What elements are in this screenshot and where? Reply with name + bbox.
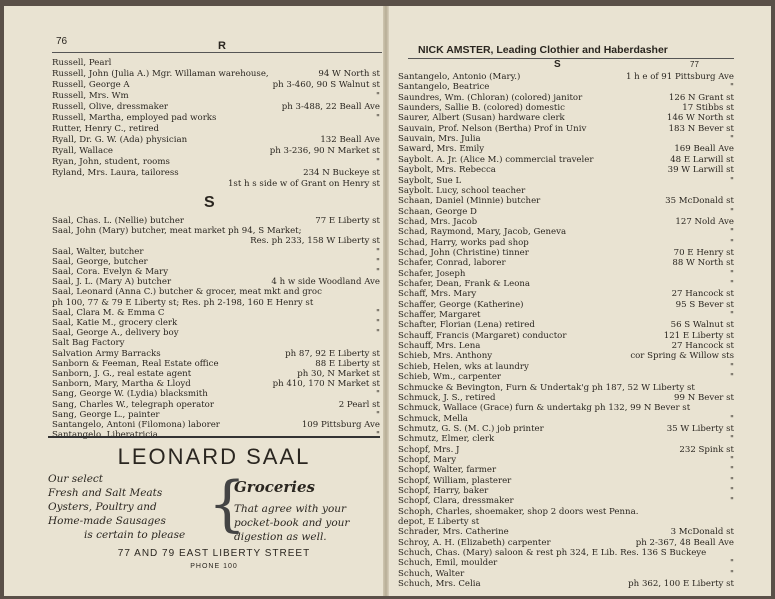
- entry-name: Schoph, Charles, shoemaker, shop 2 doors west Penna.: [398, 506, 639, 517]
- left-page-number: 76: [56, 36, 68, 47]
- entry-name: Sanborn, J. G., real estate agent: [52, 369, 192, 379]
- entry-address: 126 N Grant st: [668, 92, 734, 103]
- ad-left-line: Oysters, Poultry and: [48, 501, 157, 513]
- entry-name: Sang, George L., painter: [52, 409, 160, 420]
- entry-address: ": [376, 389, 380, 400]
- entry-address: ": [730, 434, 734, 445]
- entry-address: ": [730, 237, 734, 248]
- entry-address: 121 E Liberty st: [663, 330, 734, 341]
- entry-address: 35 McDonald st: [665, 196, 734, 207]
- ad-right-heading: Groceries: [234, 478, 315, 496]
- entry-name: Ryall, Wallace: [52, 146, 113, 156]
- entry-name: ph 100, 77 & 79 E Liberty st; Res. ph 2-198, 160 E Henry st: [52, 297, 314, 308]
- entry-address: 2 Pearl st: [338, 399, 380, 410]
- entry-address: 88 W North st: [672, 258, 734, 269]
- entry-address: 94 W North st: [318, 69, 380, 79]
- ad-left-text: [48, 472, 208, 542]
- entry-name: Schauff, Mrs. Lena: [398, 341, 481, 352]
- entry-name: Schopf, Mary: [398, 454, 457, 465]
- entry-name: Sang, George W. (Lydia) blacksmith: [52, 389, 208, 400]
- entry-address: ": [730, 134, 734, 145]
- entry-address: 95 S Bever st: [675, 299, 734, 310]
- ad-top-rule: [48, 436, 380, 438]
- entry-name: Salt Bag Factory: [52, 338, 125, 349]
- entry-name: Saundres, Wm. (Chloran) (colored) janitor: [398, 92, 583, 103]
- entry-address: ": [730, 82, 734, 93]
- entry-address: 1 h e of 91 Pittsburg Ave: [625, 72, 734, 82]
- header-rule: [408, 58, 734, 59]
- entry-name: Saal, John (Mary) butcher, meat market ph 94, S Market;: [52, 226, 302, 237]
- ad-right-line: That agree with your: [234, 503, 347, 515]
- book-gutter: [383, 6, 389, 596]
- right-page-letter: S: [554, 59, 561, 70]
- entry-address: ": [730, 465, 734, 476]
- entry-name: Santangelo, Liberatricia: [52, 430, 158, 441]
- entry-name: Schopf, Harry, baker: [398, 486, 489, 496]
- entry-name: Ryall, Dr. G. W. (Ada) physician: [52, 135, 188, 145]
- entry-name: Saunders, Sallie B. (colored) domestic: [398, 103, 565, 114]
- entry-name: Schmuck, Mella: [398, 413, 468, 424]
- entry-name: Saurer, Albert (Susan) hardware clerk: [398, 113, 565, 124]
- entry-name: Schuch, Mrs. Celia: [398, 579, 481, 590]
- entry-name: Schieb, Mrs. Anthony: [398, 351, 493, 362]
- entry-address: 183 N Bever st: [668, 123, 734, 134]
- entry-address: 88 E Liberty st: [315, 358, 380, 369]
- ad-brace: {: [208, 469, 247, 539]
- entry-name: Schafer, Dean, Frank & Leona: [398, 279, 531, 289]
- entry-name: Schauff, Francis (Margaret) conductor: [398, 330, 567, 341]
- entry-address: ph 3-460, 90 S Walnut st: [272, 80, 380, 90]
- left-page-letter: R: [218, 40, 226, 52]
- entry-name: Schieb, Wm., carpenter: [398, 372, 502, 383]
- ad-phone: PHONE 100: [190, 563, 238, 570]
- entry-name: Sanborn, Mary, Martha & Lloyd: [52, 379, 191, 390]
- entry-address: ": [376, 318, 380, 328]
- ad-right-line: digestion as well.: [234, 531, 327, 543]
- entry-address: ph 3-236, 90 N Market st: [269, 146, 380, 156]
- ad-title: LEONARD SAAL: [117, 444, 311, 469]
- entry-name: Saal, Walter, butcher: [52, 246, 144, 257]
- entry-name: Saybolt, Sue L: [398, 175, 462, 186]
- ad-right-text: [234, 502, 380, 544]
- entry-address: 27 Hancock st: [671, 289, 734, 300]
- entry-name: Saal, George A., delivery boy: [52, 328, 179, 339]
- entry-address: ": [376, 307, 380, 318]
- entry-name: Schaan, George D: [398, 206, 477, 217]
- entry-name: Schmutz, G. S. (M. C.) job printer: [398, 423, 544, 434]
- header-rule: [52, 52, 382, 53]
- entry-address: ": [730, 268, 734, 279]
- right-page: [392, 6, 764, 596]
- entry-name: Rutter, Henry C., retired: [52, 124, 159, 134]
- entry-address: 4 h w side Woodland Ave: [271, 277, 380, 288]
- entry-address: ": [376, 113, 380, 123]
- entry-name: Saal, Cora. Evelyn & Mary: [52, 267, 169, 277]
- right-page-number: 77: [690, 60, 699, 69]
- entry-address: ": [730, 486, 734, 496]
- entry-name: Sauvain, Mrs. Julia: [398, 134, 481, 145]
- section-letter-s: S: [204, 194, 215, 211]
- entry-address: 35 W Liberty st: [666, 423, 734, 434]
- entry-address: ph 410, 170 N Market st: [272, 379, 380, 390]
- ad-right-line: pocket-book and your: [234, 517, 350, 529]
- entry-name: Russell, Mrs. Wm: [52, 91, 129, 101]
- entry-address: cor Spring & Willow sts: [630, 351, 734, 362]
- entry-address: ": [376, 430, 380, 441]
- ad-left-line: Our select: [48, 473, 104, 485]
- entry-address: ": [730, 558, 734, 569]
- entry-address: ph 362, 100 E Liberty st: [628, 579, 734, 590]
- entry-name: Sang, Charles W., telegraph operator: [52, 399, 214, 410]
- entry-name: Schmuck, Wallace (Grace) furn & undertakg ph 132, 99 N Bever st: [398, 403, 691, 414]
- entry-name: Saward, Mrs. Emily: [398, 144, 485, 155]
- entry-address: 56 S Walnut st: [670, 320, 734, 331]
- entry-address: ": [730, 361, 734, 372]
- entry-address: 146 W North st: [666, 113, 734, 124]
- entry-name: Saal, Clara M. & Emma C: [52, 307, 165, 318]
- entry-name: Saal, Leonard (Anna C.) butcher & grocer, meat mkt and groc: [52, 287, 322, 298]
- entry-name: Saal, George, butcher: [52, 256, 148, 267]
- entry-address: 109 Pittsburg Ave: [301, 420, 380, 430]
- running-head: NICK AMSTER, Leading Clothier and Haberdasher: [418, 44, 668, 56]
- entry-name: Santangelo, Antonio (Mary.): [398, 72, 521, 82]
- entry-address: 48 E Larwill st: [670, 154, 734, 165]
- entry-address: ph 87, 92 E Liberty st: [285, 348, 380, 359]
- entry-name: Schad, Raymond, Mary, Jacob, Geneva: [398, 227, 567, 238]
- entry-address: ": [730, 454, 734, 465]
- entry-address: 1st h s side w of Grant on Henry st: [227, 179, 380, 189]
- entry-address: ": [730, 372, 734, 383]
- ad-left-line: Home-made Sausages: [48, 515, 166, 527]
- entry-name: Schopf, Walter, farmer: [398, 465, 497, 476]
- entry-address: ": [376, 91, 380, 101]
- entry-address: 127 Nold Ave: [675, 216, 734, 227]
- entry-address: ": [730, 475, 734, 486]
- entry-name: Santangelo, Antoni (Filomona) laborer: [52, 420, 220, 430]
- entry-name: Schmuck, J. S., retired: [398, 392, 496, 403]
- entry-address: 70 E Henry st: [673, 247, 734, 258]
- entry-name: Schuch, Walter: [398, 568, 465, 579]
- entry-address: 3 McDonald st: [670, 527, 734, 538]
- entry-name: Schafer, Conrad, laborer: [398, 258, 506, 269]
- entry-address: 39 W Larwill st: [667, 165, 734, 176]
- entry-name: Saybolt. A. Jr. (Alice M.) commercial traveler: [398, 154, 594, 165]
- entry-name: Schaffer, Margaret: [398, 310, 481, 321]
- entry-name: Schopf, Mrs. J: [398, 444, 460, 455]
- entry-name: Santangelo, Beatrice: [398, 82, 490, 93]
- entry-address: ": [730, 310, 734, 321]
- entry-name: Schafer, Joseph: [398, 268, 466, 279]
- entry-address: ": [730, 413, 734, 424]
- entry-address: ": [376, 409, 380, 420]
- entry-name: Sanborn & Feeman, Real Estate office: [52, 358, 219, 369]
- entry-name: Russell, John (Julia A.) Mgr. Willaman warehouse,: [52, 69, 269, 79]
- entry-address: 234 N Buckeye st: [303, 168, 380, 178]
- entry-address: ": [376, 157, 380, 167]
- entry-address: 99 N Bever st: [674, 392, 734, 403]
- entry-name: Schuch, Chas. (Mary) saloon & rest ph 324, E Lib. Res. 136 S Buckeye: [398, 548, 707, 559]
- entry-address: ph 30, N Market st: [297, 369, 380, 379]
- ad-left-line: Fresh and Salt Meats: [48, 487, 163, 499]
- entry-name: Schmucke & Bevington, Furn & Undertak'g ph 187, 52 W Liberty st: [398, 382, 695, 393]
- entry-name: Schmutz, Elmer, clerk: [398, 434, 495, 445]
- ad-address: 77 AND 79 EAST LIBERTY STREET: [117, 548, 311, 559]
- entry-name: Schopf, Clara, dressmaker: [398, 496, 514, 507]
- entry-name: Saybolt, Mrs. Rebecca: [398, 165, 496, 176]
- entry-address: ": [376, 267, 380, 277]
- entry-name: Schaffer, George (Katherine): [398, 299, 524, 310]
- entry-name: Schafter, Florian (Lena) retired: [398, 320, 535, 331]
- entry-address: ": [376, 256, 380, 267]
- entry-name: Russell, Olive, dressmaker: [52, 102, 169, 112]
- entry-name: Schad, John (Christine) tinner: [398, 247, 529, 258]
- entry-address: ": [730, 568, 734, 579]
- entry-name: Schuch, Emil, moulder: [398, 558, 498, 569]
- entry-name: depot, E Liberty st: [398, 517, 480, 528]
- entry-name: Schaff, Mrs. Mary: [398, 289, 477, 300]
- leonard-saal-advertisement: [48, 436, 380, 586]
- entry-name: Sauvain, Prof. Nelson (Bertha) Prof in Univ: [398, 123, 587, 134]
- ad-left-line: is certain to please: [84, 529, 186, 541]
- entry-address: ": [730, 227, 734, 238]
- entry-address: 132 Beall Ave: [320, 135, 380, 145]
- entry-address: 169 Beall Ave: [674, 144, 734, 155]
- entry-address: ": [730, 206, 734, 217]
- entry-name: Saybolt. Lucy, school teacher: [398, 185, 526, 196]
- entry-name: Russell, Pearl: [52, 58, 112, 68]
- entry-address: ": [376, 328, 380, 339]
- entry-address: Res. ph 233, 158 W Liberty st: [250, 236, 380, 247]
- entry-name: Schad, Mrs. Jacob: [398, 216, 478, 227]
- entry-name: Schopf, William, plasterer: [398, 475, 512, 486]
- entry-name: Saal, J. L. (Mary A) butcher: [52, 277, 172, 288]
- entry-name: Salvation Army Barracks: [52, 348, 161, 359]
- entry-address: 232 Spink st: [679, 444, 734, 455]
- entry-address: ": [730, 496, 734, 507]
- entry-name: Saal, Katie M., grocery clerk: [52, 318, 178, 328]
- entry-name: Russell, George A: [52, 80, 130, 90]
- entry-name: Schroy, A. H. (Elizabeth) carpenter: [398, 537, 551, 548]
- entry-name: Russell, Martha, employed pad works: [52, 113, 217, 123]
- entry-address: 77 E Liberty st: [315, 216, 380, 226]
- entry-address: 27 Hancock st: [671, 341, 734, 352]
- entry-address: 17 Stibbs st: [682, 103, 734, 114]
- entry-address: ph 2-367, 48 Beall Ave: [635, 537, 734, 548]
- entry-name: Schaan, Daniel (Minnie) butcher: [398, 196, 541, 207]
- entry-address: ": [730, 279, 734, 289]
- entry-name: Ryan, John, student, rooms: [52, 157, 170, 167]
- entry-name: Schrader, Mrs. Catherine: [398, 527, 509, 538]
- entry-name: Ryland, Mrs. Laura, tailoress: [52, 168, 179, 178]
- entry-name: Schieb, Helen, wks at laundry: [398, 361, 529, 372]
- entry-address: ph 3-488, 22 Beall Ave: [281, 102, 380, 112]
- entry-name: Schad, Harry, works pad shop: [398, 237, 529, 248]
- entry-address: ": [730, 175, 734, 186]
- entry-name: Saal, Chas. L. (Nellie) butcher: [52, 216, 185, 226]
- entry-address: ": [376, 246, 380, 257]
- left-page: [8, 6, 380, 596]
